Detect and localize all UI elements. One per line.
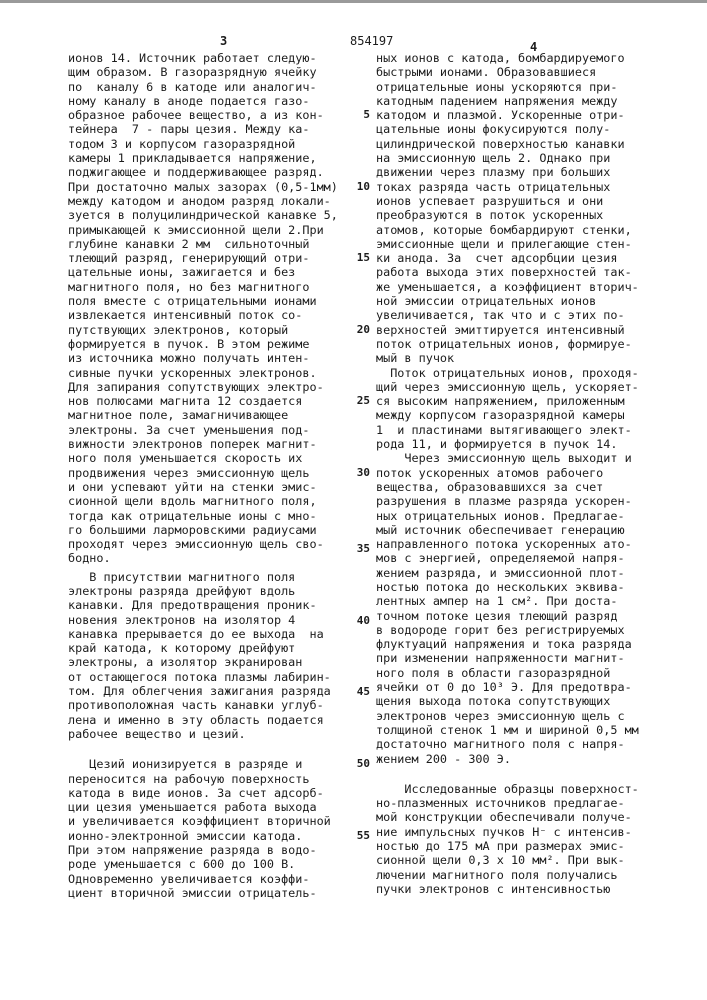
text-line: Исследованные образцы поверхност- — [376, 782, 661, 796]
text-line: магнитное поле, замагничивающее — [68, 408, 343, 422]
text-line: путствующих электронов, который — [68, 323, 343, 337]
text-line: поток отрицательных ионов, формируе- — [376, 337, 661, 351]
text-line: катода в виде ионов. За счет адсорб- — [68, 786, 343, 800]
text-line: ных ионов с катода, бомбардируемого — [376, 51, 661, 65]
text-line: ки анода. За счет адсорбции цезия — [376, 251, 661, 265]
text-line: работа выхода этих поверхностей так- — [376, 265, 661, 279]
text-line: зуется в полуцилиндрической канавке 5, — [68, 208, 343, 222]
text-line: тодом 3 и корпусом газоразрядной — [68, 137, 343, 151]
text-line: бодно. — [68, 551, 343, 565]
text-line: на эмиссионную щель 2. Однако при — [376, 151, 661, 165]
text-line: и увеличивается коэффициент вторичной — [68, 814, 343, 828]
text-line: сионной щели вдоль магнитного поля, — [68, 494, 343, 508]
right-text-column — [376, 51, 661, 896]
text-line: глубине канавки 2 мм сильноточный — [68, 237, 343, 251]
text-line: между катодом и анодом разряд локали- — [68, 194, 343, 208]
text-line: тейнера 7 - пары цезия. Между ка- — [68, 122, 343, 136]
text-line: от остающегося потока плазмы лабирин- — [68, 670, 343, 684]
text-line: увеличивается, так что и с этих по- — [376, 308, 661, 322]
text-line: ионов успевает разрушиться и они — [376, 194, 661, 208]
text-line: сионной щели 0,3 x 10 мм². При вык- — [376, 853, 661, 867]
text-line: жением разряда, и эмиссионной плот- — [376, 566, 661, 580]
text-line: роде уменьшается с 600 до 100 В. — [68, 857, 343, 871]
text-line: щим образом. В газоразрядную ячейку — [68, 65, 343, 79]
text-line: поток ускоренных атомов рабочего — [376, 466, 661, 480]
text-line: электроны, а изолятор экранирован — [68, 655, 343, 669]
text-line: тлеющий разряд, генерирующий отри- — [68, 251, 343, 265]
text-line: Цезий ионизируется в разряде и — [68, 757, 343, 771]
text-line: ного поля в области газоразрядной — [376, 666, 661, 680]
text-line: цательные ионы, зажигается и без — [68, 265, 343, 279]
text-line: атомов, которые бомбардируют стенки, — [376, 223, 661, 237]
text-line: цательные ионы фокусируются полу- — [376, 122, 661, 136]
text-line: электроны. За счет уменьшения под- — [68, 423, 343, 437]
paragraph — [376, 782, 661, 896]
paragraph — [68, 51, 343, 566]
text-line: катодом и плазмой. Ускоренные отри- — [376, 108, 661, 122]
line-number: 30 — [348, 466, 370, 480]
text-line: поджигающее и поддерживающее разряд. — [68, 165, 343, 179]
text-line: из источника можно получать интен- — [68, 351, 343, 365]
text-line: щения выхода потока сопутствующих — [376, 694, 661, 708]
text-line: электронов через эмиссионную щель с — [376, 709, 661, 723]
text-line: но-плазменных источников предлагае- — [376, 796, 661, 810]
text-line: вижности электронов поперек магнит- — [68, 437, 343, 451]
text-line: канавки. Для предотвращения проник- — [68, 598, 343, 612]
line-number: 40 — [348, 614, 370, 628]
line-number: 10 — [348, 180, 370, 194]
text-line: лючении магнитного поля получались — [376, 868, 661, 882]
text-line: толщиной стенок 1 мм и шириной 0,5 мм — [376, 723, 661, 737]
text-line: ному каналу в аноде подается газо- — [68, 94, 343, 108]
text-line: В присутствии магнитного поля — [68, 570, 343, 584]
text-line: ние импульсных пучков H⁻ с интенсив- — [376, 825, 661, 839]
text-line: 1 и пластинами вытягивающего элект- — [376, 423, 661, 437]
line-number: 45 — [348, 685, 370, 699]
text-line: ячейки от 0 до 10³ Э. Для предотвра- — [376, 680, 661, 694]
text-line: достаточно магнитного поля с напря- — [376, 737, 661, 751]
paragraph — [68, 757, 343, 900]
text-line: край катода, к которому дрейфуют — [68, 641, 343, 655]
text-line: камеры 1 прикладывается напряжение, — [68, 151, 343, 165]
text-line: по каналу 6 в катоде или аналогич- — [68, 80, 343, 94]
line-number: 35 — [348, 542, 370, 556]
text-line: продвижения через эмиссионную щель — [68, 466, 343, 480]
text-line: образное рабочее вещество, а из кон- — [68, 108, 343, 122]
text-line: эмиссионные щели и прилегающие стен- — [376, 237, 661, 251]
text-line: переносится на рабочую поверхность — [68, 772, 343, 786]
text-line: вещества, образовавшихся за счет — [376, 480, 661, 494]
text-line: жением 200 - 300 Э. — [376, 752, 661, 766]
line-number: 5 — [348, 108, 370, 122]
text-line: ции цезия уменьшается работа выхода — [68, 800, 343, 814]
text-line: же уменьшается, а коэффициент вторич- — [376, 280, 661, 294]
text-line: разрушения в плазме разряда ускорен- — [376, 494, 661, 508]
page-top-border — [0, 0, 707, 3]
text-line: флуктуаций напряжения и тока разряда — [376, 637, 661, 651]
paragraph — [68, 570, 343, 742]
text-line: извлекается интенсивный поток со- — [68, 308, 343, 322]
page-number-left: 3 — [220, 34, 227, 48]
page-number-right: 4 — [530, 40, 537, 54]
text-line: щий через эмиссионную щель, ускоряет- — [376, 380, 661, 394]
text-line: мый источник обеспечивает генерацию — [376, 523, 661, 537]
text-line: Через эмиссионную щель выходит и — [376, 451, 661, 465]
text-line: ностью потока до нескольких эквива- — [376, 580, 661, 594]
text-line: сивные пучки ускоренных электронов. — [68, 366, 343, 380]
text-line: ионно-электронной эмиссии катода. — [68, 829, 343, 843]
text-line: ного поля уменьшается скорость их — [68, 451, 343, 465]
text-line: ионов 14. Источник работает следую- — [68, 51, 343, 65]
text-line: быстрыми ионами. Образовавшиеся — [376, 65, 661, 79]
text-line: мов с энергией, определяемой напря- — [376, 551, 661, 565]
line-number: 55 — [348, 829, 370, 843]
text-line: том. Для облегчения зажигания разряда — [68, 684, 343, 698]
text-line: цилиндрической поверхностью канавки — [376, 137, 661, 151]
text-line: го большими ларморовскими радиусами — [68, 523, 343, 537]
text-line: лена и именно в эту область подается — [68, 713, 343, 727]
text-line: ся высоким напряжением, приложенным — [376, 394, 661, 408]
line-number: 15 — [348, 251, 370, 265]
text-line: ных отрицательных ионов. Предлагае- — [376, 509, 661, 523]
text-line: верхностей эмиттируется интенсивный — [376, 323, 661, 337]
text-line: отрицательные ионы ускоряются при- — [376, 80, 661, 94]
text-line: токах разряда часть отрицательных — [376, 180, 661, 194]
text-line: проходят через эмиссионную щель сво- — [68, 537, 343, 551]
text-line: электроны разряда дрейфуют вдоль — [68, 584, 343, 598]
text-line: точном потоке цезия тлеющий разряд — [376, 609, 661, 623]
text-line: ностью до 175 мА при размерах эмис- — [376, 839, 661, 853]
text-line: Поток отрицательных ионов, проходя- — [376, 366, 661, 380]
text-line: Для запирания сопутствующих электро- — [68, 380, 343, 394]
text-line: мой конструкции обеспечивали получе- — [376, 810, 661, 824]
line-number: 20 — [348, 323, 370, 337]
text-line: поля вместе с отрицательными ионами — [68, 294, 343, 308]
text-line: при изменении напряженности магнит- — [376, 651, 661, 665]
text-line: нов полюсами магнита 12 создается — [68, 394, 343, 408]
text-line: и они успевают уйти на стенки эмис- — [68, 480, 343, 494]
text-line: При достаточно малых зазорах (0,5-1мм) — [68, 180, 343, 194]
text-line: рабочее вещество и цезий. — [68, 727, 343, 741]
line-number: 25 — [348, 394, 370, 408]
text-line: преобразуются в поток ускоренных — [376, 208, 661, 222]
text-line: пучки электронов с интенсивностью — [376, 882, 661, 896]
patent-number: 854197 — [350, 34, 393, 48]
text-line: тогда как отрицательные ионы с мно- — [68, 509, 343, 523]
text-line: в водороде горит без регистрируемых — [376, 623, 661, 637]
text-line: направленного потока ускоренных ато- — [376, 537, 661, 551]
left-text-column — [68, 51, 343, 900]
text-line: мый в пучок — [376, 351, 661, 365]
text-line: формируется в пучок. В этом режиме — [68, 337, 343, 351]
text-line: рода 11, и формируется в пучок 14. — [376, 437, 661, 451]
line-number: 50 — [348, 757, 370, 771]
text-line: циент вторичной эмиссии отрицатель- — [68, 886, 343, 900]
text-line: магнитного поля, но без магнитного — [68, 280, 343, 294]
text-line: движении через плазму при больших — [376, 165, 661, 179]
text-line: противоположная часть канавки углуб- — [68, 698, 343, 712]
text-line: новения электронов на изолятор 4 — [68, 613, 343, 627]
text-line: Одновременно увеличивается коэффи- — [68, 872, 343, 886]
paragraph — [376, 51, 661, 766]
text-line: примыкающей к эмиссионной щели 2.При — [68, 223, 343, 237]
text-line: канавка прерывается до ее выхода на — [68, 627, 343, 641]
text-line: лентных ампер на 1 см². При доста- — [376, 594, 661, 608]
text-line: катодным падением напряжения между — [376, 94, 661, 108]
text-line: между корпусом газоразрядной камеры — [376, 408, 661, 422]
text-line: При этом напряжение разряда в водо- — [68, 843, 343, 857]
text-line: ной эмиссии отрицательных ионов — [376, 294, 661, 308]
